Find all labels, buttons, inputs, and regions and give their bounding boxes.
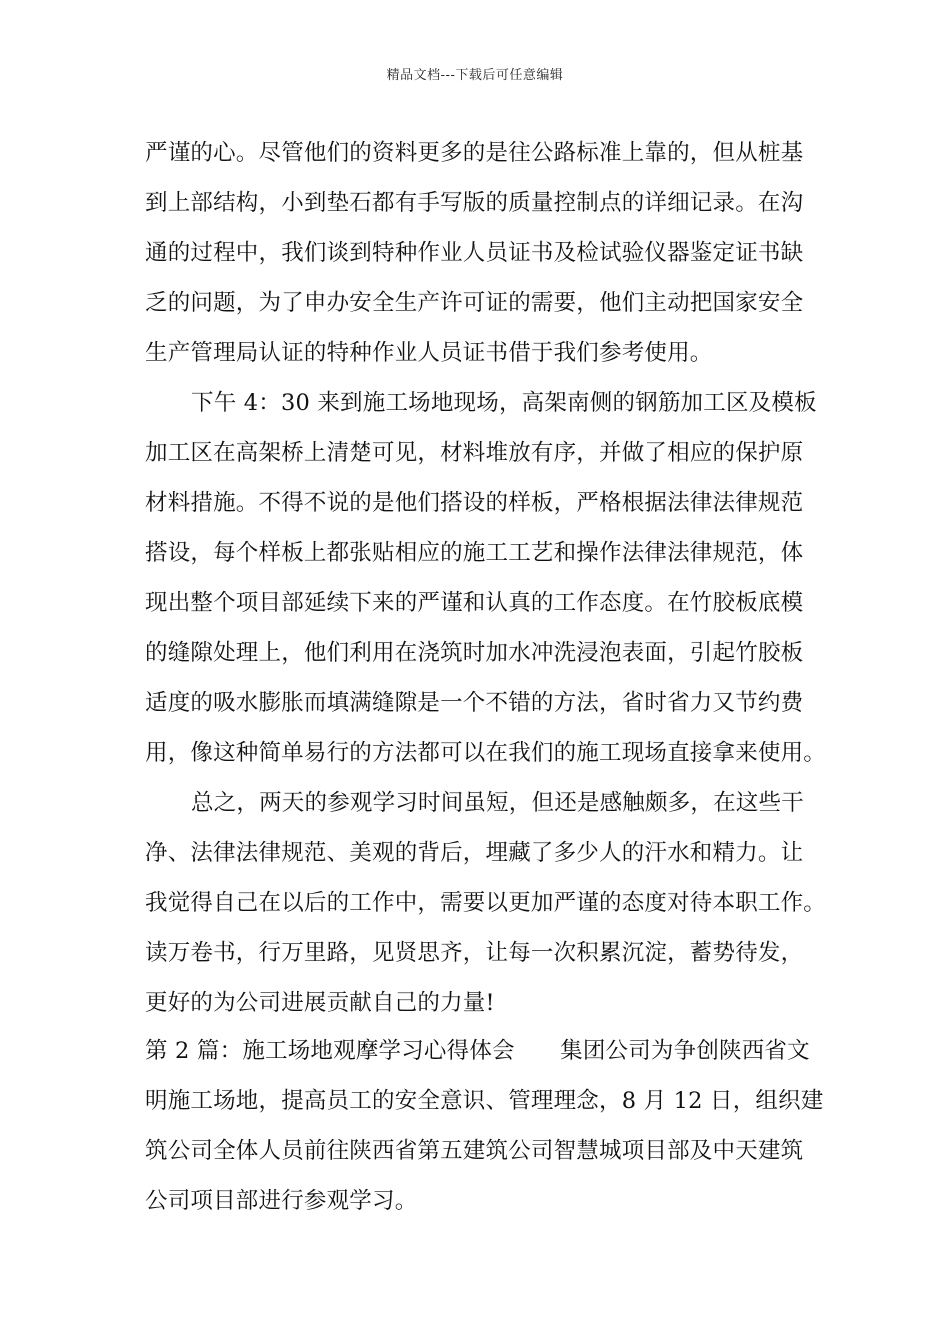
text-line: 搭设，每个样板上都张贴相应的施工工艺和操作法律法律规范，体 bbox=[145, 540, 804, 566]
paragraph-start-line: 总之，两天的参观学习时间虽短，但还是感触颇多，在这些干 bbox=[191, 790, 804, 816]
text-line: 更好的为公司进展贡献自己的力量! bbox=[145, 990, 495, 1016]
text-line: 的缝隙处理上，他们利用在浇筑时加水冲洗浸泡表面，引起竹胶板 bbox=[145, 640, 804, 666]
text-line: 明施工场地，提高员工的安全意识、管理理念，8 月 12 日，组织建 bbox=[145, 1088, 824, 1114]
text-line: 公司项目部进行参观学习。 bbox=[145, 1188, 418, 1214]
text-line: 严谨的心。尽管他们的资料更多的是往公路标准上靠的，但从桩基 bbox=[145, 140, 804, 166]
text-line: 通的过程中，我们谈到特种作业人员证书及检试验仪器鉴定证书缺 bbox=[145, 240, 804, 266]
text-line: 加工区在高架桥上清楚可见，材料堆放有序，并做了相应的保护原 bbox=[145, 440, 804, 466]
text-line: 现出整个项目部延续下来的严谨和认真的工作态度。在竹胶板底模 bbox=[145, 590, 804, 616]
page-header: 精品文档---下载后可任意编辑 bbox=[386, 68, 564, 83]
text-line: 用，像这种简单易行的方法都可以在我们的施工现场直接拿来使用。 bbox=[145, 740, 827, 766]
text-line: 生产管理局认证的特种作业人员证书借于我们参考使用。 bbox=[145, 340, 713, 366]
text-line: 乏的问题，为了申办安全生产许可证的需要，他们主动把国家安全 bbox=[145, 290, 804, 316]
text-line: 适度的吸水膨胀而填满缝隙是一个不错的方法，省时省力又节约费 bbox=[145, 690, 804, 716]
text-line: 到上部结构，小到垫石都有手写版的质量控制点的详细记录。在沟 bbox=[145, 190, 804, 216]
text-line: 我觉得自己在以后的工作中，需要以更加严谨的态度对待本职工作。 bbox=[145, 890, 827, 916]
text-line: 材料措施。不得不说的是他们搭设的样板，严格根据法律法律规范 bbox=[145, 490, 804, 516]
paragraph-start-line: 下午 4：30 来到施工场地现场，高架南侧的钢筋加工区及模板 bbox=[191, 390, 817, 416]
section-heading-line: 第 2 篇：施工场地观摩学习心得体会 集团公司为争创陕西省文 bbox=[145, 1038, 810, 1064]
text-line: 筑公司全体人员前往陕西省第五建筑公司智慧城项目部及中天建筑 bbox=[145, 1138, 804, 1164]
text-line: 净、法律法律规范、美观的背后，埋藏了多少人的汗水和精力。让 bbox=[145, 840, 804, 866]
text-line: 读万卷书，行万里路，见贤思齐，让每一次积累沉淀，蓄势待发， bbox=[145, 940, 804, 966]
